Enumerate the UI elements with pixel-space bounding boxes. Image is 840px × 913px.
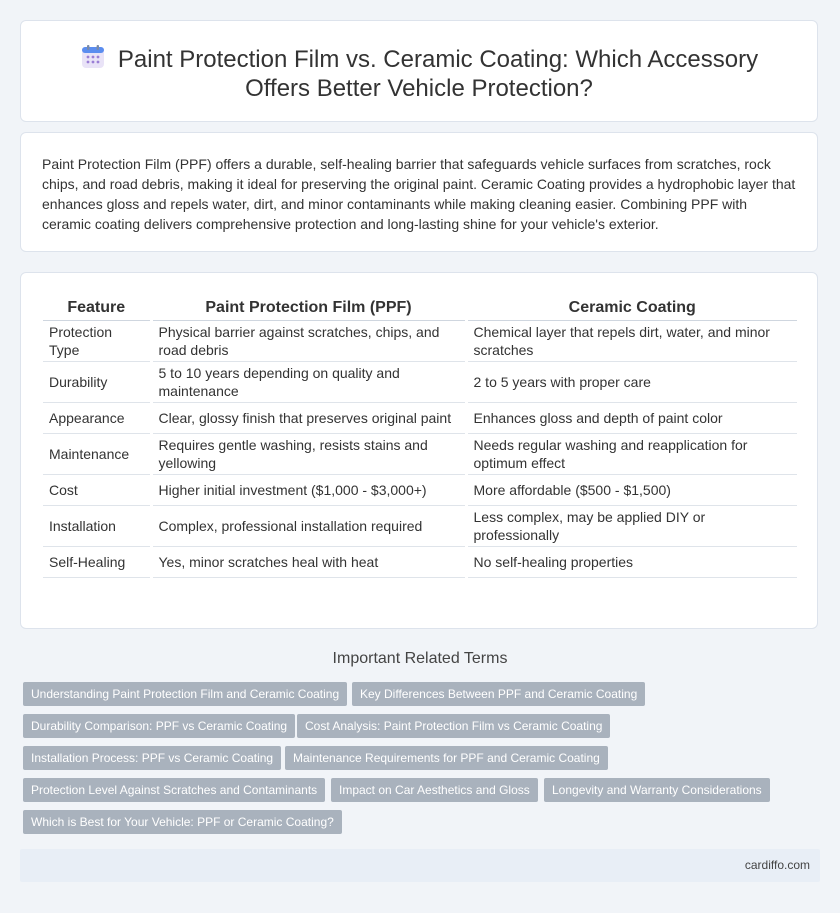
comparison-table-card <box>20 272 818 629</box>
related-tag[interactable]: Protection Level Against Scratches and Contaminants <box>23 778 325 802</box>
table-row <box>43 475 797 506</box>
table-row <box>43 321 797 362</box>
table-cell-feature: Durability <box>43 362 151 403</box>
page-title <box>21 45 817 103</box>
table-cell-ceramic: 2 to 5 years with proper care <box>466 362 797 403</box>
table-cell-ppf: Physical barrier against scratches, chips, and road debris <box>151 321 466 362</box>
related-tag[interactable]: Key Differences Between PPF and Ceramic Coating <box>352 682 645 706</box>
footer <box>20 849 820 882</box>
table-row <box>43 403 797 434</box>
related-tag[interactable]: Durability Comparison: PPF vs Ceramic Coating <box>23 714 295 738</box>
table-cell-ppf: Clear, glossy finish that preserves original paint <box>151 403 466 434</box>
table-cell-ppf: 5 to 10 years depending on quality and maintenance <box>151 362 466 403</box>
intro-text: Paint Protection Film (PPF) offers a durable, self-healing barrier that safeguards vehicle surfaces from scratches, rock chips, and road debris, making it ideal for preserving the original paint. Ceramic Coating provides a hydrophobic layer that enhances gloss and repels water, dirt, and minor contaminants while making cleaning easier. Combining PPF with ceramic coating delivers comprehensive protection and long-lasting shine for your vehicle's exterior. <box>42 156 796 232</box>
table-row <box>43 547 797 578</box>
table-cell-feature: Self-Healing <box>43 547 151 578</box>
table-cell-ceramic: Enhances gloss and depth of paint color <box>466 403 797 434</box>
related-terms-title: Important Related Terms <box>332 650 508 667</box>
table-cell-feature: Maintenance <box>43 434 151 475</box>
table-header-ceramic: Ceramic Coating <box>466 297 797 321</box>
header-card <box>20 20 818 122</box>
table-row <box>43 434 797 475</box>
table-cell-ppf: Higher initial investment ($1,000 - $3,000+) <box>151 475 466 506</box>
related-tag[interactable]: Understanding Paint Protection Film and Ceramic Coating <box>23 682 347 706</box>
table-cell-feature: Protection Type <box>43 321 151 362</box>
table-cell-ppf: Requires gentle washing, resists stains and yellowing <box>151 434 466 475</box>
related-tag[interactable]: Impact on Car Aesthetics and Gloss <box>331 778 538 802</box>
table-cell-ceramic: No self-healing properties <box>466 547 797 578</box>
table-header-feature: Feature <box>43 297 151 321</box>
table-cell-ceramic: Needs regular washing and reapplication for optimum effect <box>466 434 797 475</box>
table-cell-feature: Installation <box>43 506 151 547</box>
page-title-line1: Paint Protection Film vs. Ceramic Coating: Which Accessory <box>117 46 759 73</box>
related-tag[interactable]: Which is Best for Your Vehicle: PPF or Ceramic Coating? <box>23 810 342 834</box>
related-tag[interactable]: Longevity and Warranty Considerations <box>544 778 770 802</box>
table-cell-feature: Cost <box>43 475 151 506</box>
intro-card <box>20 132 818 252</box>
related-tag[interactable]: Cost Analysis: Paint Protection Film vs Ceramic Coating <box>297 714 610 738</box>
table-header-row <box>43 297 797 321</box>
related-tag[interactable]: Maintenance Requirements for PPF and Ceramic Coating <box>285 746 608 770</box>
related-tag[interactable]: Installation Process: PPF vs Ceramic Coating <box>23 746 281 770</box>
footer-site-link[interactable]: cardiffo.com <box>744 858 810 872</box>
table-cell-ceramic: Less complex, may be applied DIY or professionally <box>466 506 797 547</box>
table-cell-ceramic: Chemical layer that repels dirt, water, and minor scratches <box>466 321 797 362</box>
table-row <box>43 506 797 547</box>
table-header-ppf: Paint Protection Film (PPF) <box>151 297 466 321</box>
table-cell-ceramic: More affordable ($500 - $1,500) <box>466 475 797 506</box>
page-title-line2: Offers Better Vehicle Protection? <box>245 75 593 102</box>
table-row <box>43 362 797 403</box>
table-cell-feature: Appearance <box>43 403 151 434</box>
comparison-table <box>43 297 797 578</box>
table-cell-ppf: Complex, professional installation required <box>151 506 466 547</box>
table-cell-ppf: Yes, minor scratches heal with heat <box>151 547 466 578</box>
